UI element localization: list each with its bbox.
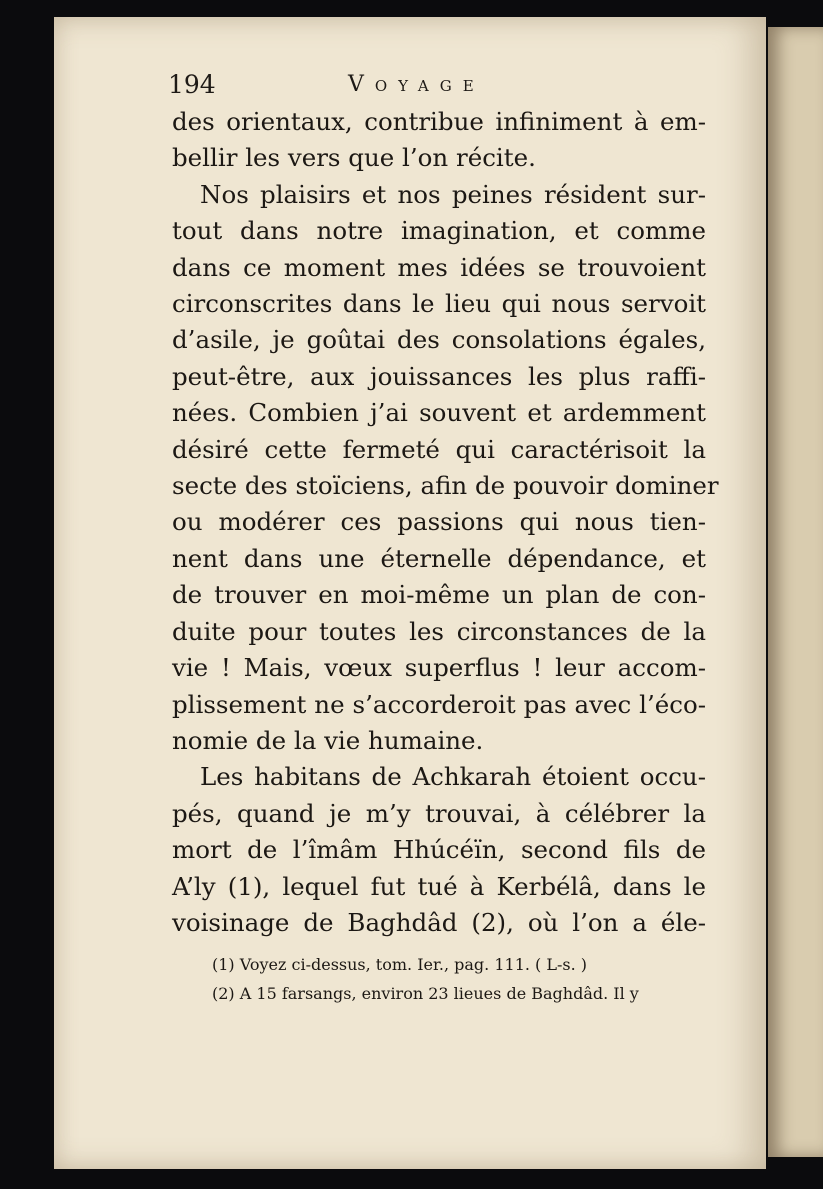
paragraph-3 (172, 759, 706, 941)
text-line: secte des stoïciens, afin de pouvoir dominer (172, 471, 719, 501)
text-line: désiré cette fermeté qui caractérisoit la (172, 434, 706, 464)
text-line: peut-être, aux jouissances les plus raffi- (172, 361, 706, 391)
page-header (168, 70, 708, 106)
text-line: A’ly (1), lequel fut tué à Kerbélâ, dans le (172, 871, 706, 901)
text-line: mort de l’îmâm Hhúcéïn, second fils de (172, 835, 706, 865)
text-line: ou modérer ces passions qui nous tien- (172, 507, 706, 537)
text-line: tout dans notre imagination, et comme (172, 216, 706, 246)
text-line: Les habitans de Achkarah étoient occu- (200, 762, 706, 792)
text-line: vie ! Mais, vœux superflus ! leur accom- (172, 653, 706, 683)
text-line: dans ce moment mes idées se trouvoient (172, 252, 706, 282)
body-text (172, 104, 719, 941)
text-line: d’asile, je goûtai des consolations égales, (172, 325, 706, 355)
text-line: nomie de la vie humaine. (172, 725, 484, 755)
text-line: circonscrites dans le lieu qui nous servoit (172, 289, 706, 319)
text-line: voisinage de Baghdâd (2), où l’on a éle- (172, 907, 706, 937)
text-line: Nos plaisirs et nos peines résident sur- (200, 179, 706, 209)
running-title: Voyage (348, 72, 485, 97)
text-line: nées. Combien j’ai souvent et ardemment (172, 398, 706, 428)
footnotes (212, 950, 712, 1008)
paragraph-1 (172, 104, 706, 177)
text-line: de trouver en moi-même un plan de con- (172, 580, 706, 610)
paragraph-2 (172, 177, 719, 760)
footnote-1: (1) Voyez ci-dessus, tom. Ier., pag. 111. ( L-s. ) (212, 955, 588, 974)
text-line: duite pour toutes les circonstances de la (172, 616, 706, 646)
text-line: des orientaux, contribue infiniment à em- (172, 107, 706, 136)
text-line: plissement ne s’accorderoit pas avec l’éco- (172, 689, 706, 719)
text-line: nent dans une éternelle dépendance, et (172, 543, 706, 573)
footnote-2: (2) A 15 farsangs, environ 23 lieues de Baghdâd. Il y (212, 984, 639, 1003)
adjacent-page-edge (768, 27, 823, 1157)
text-line: pés, quand je m’y trouvai, à célébrer la (172, 798, 706, 828)
page-number: 194 (168, 70, 216, 99)
text-line: bellir les vers que l’on récite. (172, 143, 536, 173)
